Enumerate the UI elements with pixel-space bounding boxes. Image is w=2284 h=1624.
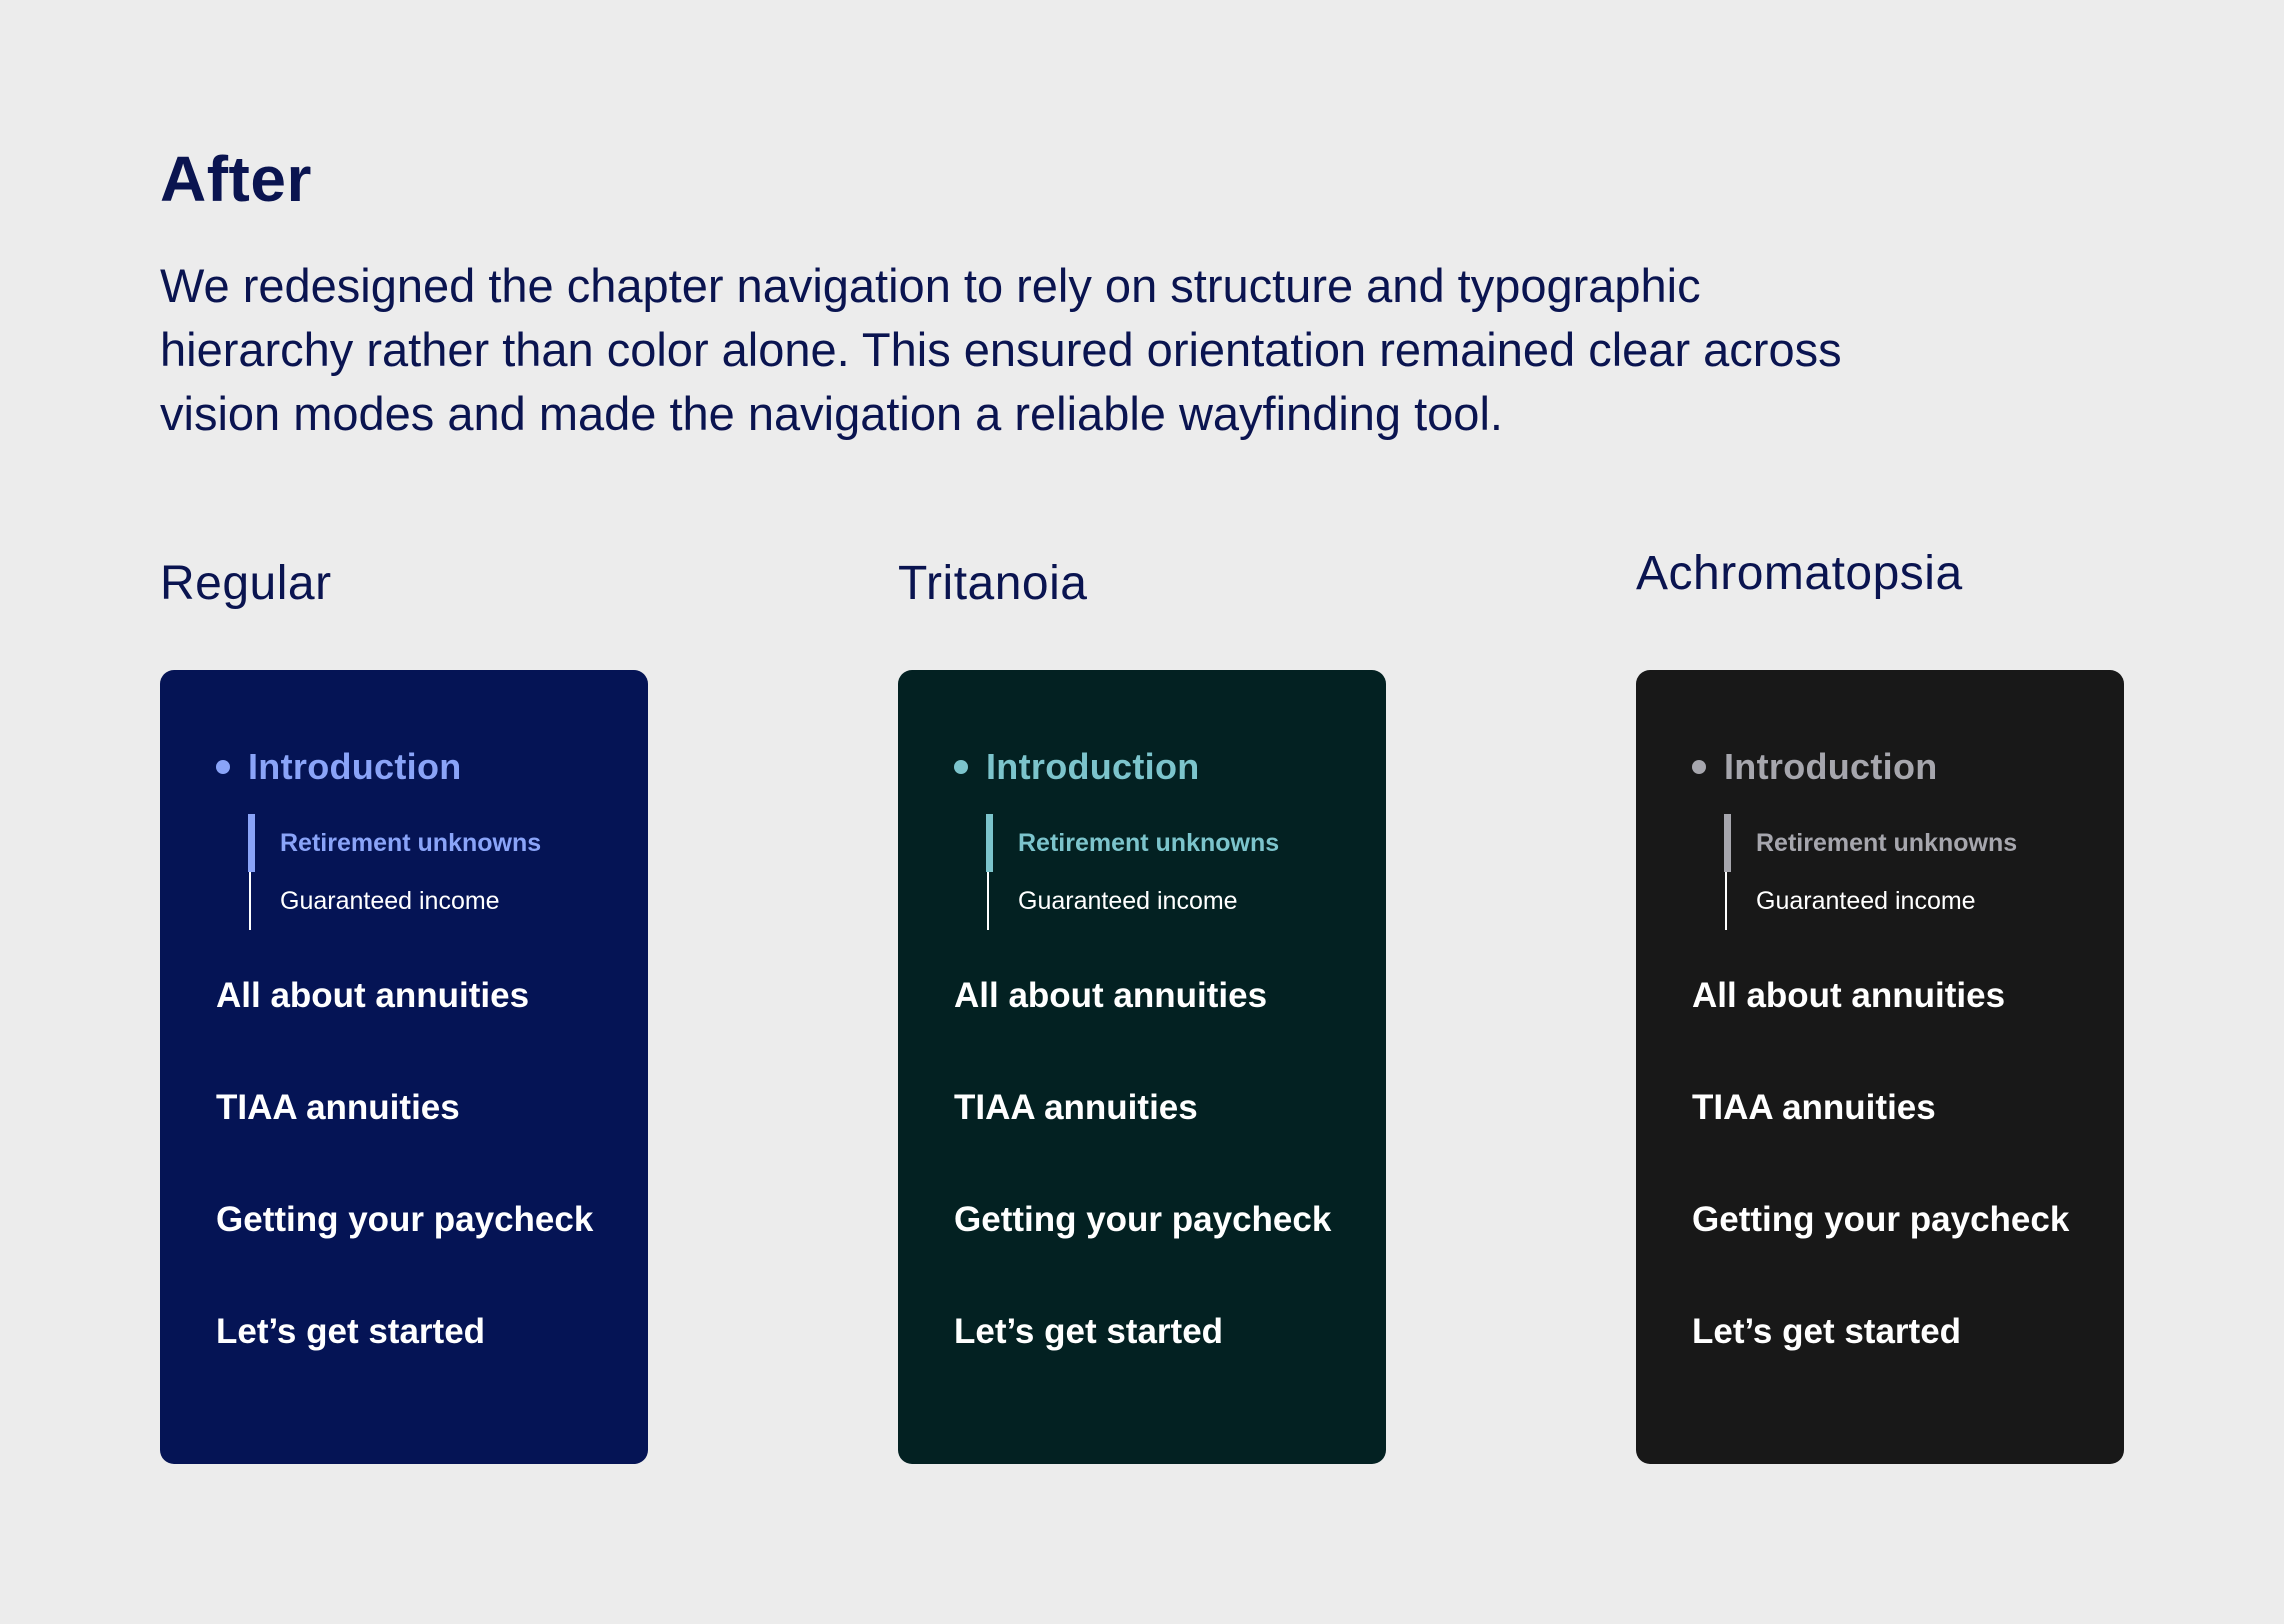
chapter-item[interactable]: TIAA annuities [1692,1088,1936,1127]
chapter-item[interactable]: All about annuities [216,976,530,1015]
chapter-list [1692,976,2069,1424]
mode-title-achromatopsia: Achromatopsia [1636,547,1963,600]
page-description: We redesigned the chapter navigation to rely on structure and typographic hierarchy rather than color alone. This ensured orientation remained clear across vision modes and made the navigation a reliable wayfinding tool. [160,259,1842,440]
chapter-item[interactable]: Let’s get started [1692,1312,1962,1351]
chapter-item[interactable]: All about annuities [1692,976,2006,1015]
current-chapter-label: Introduction [986,746,1200,787]
current-chapter[interactable] [954,742,1200,792]
section-indicator-line [1725,872,1727,930]
page-title: After [160,143,312,215]
section-indicator-line [249,872,251,930]
active-section-indicator [986,814,993,872]
current-chapter-dot-icon [954,760,968,774]
section-item-active[interactable] [986,814,1366,872]
chapter-item[interactable]: Getting your paycheck [1692,1200,2070,1239]
current-chapter[interactable] [1692,742,1938,792]
current-chapter[interactable] [216,742,462,792]
section-label: Guaranteed income [280,886,500,915]
chapter-item[interactable]: Getting your paycheck [954,1200,1332,1239]
chapter-item[interactable]: All about annuities [954,976,1268,1015]
chapter-item[interactable]: Let’s get started [954,1312,1224,1351]
active-section-indicator [1724,814,1731,872]
section-label: Guaranteed income [1018,886,1238,915]
current-chapter-dot-icon [216,760,230,774]
section-label: Retirement unknowns [1018,828,1280,857]
section-item-active[interactable] [1724,814,2104,872]
section-list [986,814,1366,930]
section-label: Retirement unknowns [280,828,542,857]
active-section-indicator [248,814,255,872]
mode-title-tritanoia: Tritanoia [898,557,1088,610]
case-study-page [160,0,2160,1624]
chapter-item[interactable]: TIAA annuities [954,1088,1198,1127]
section-item[interactable] [1724,872,2104,930]
chapter-item[interactable]: TIAA annuities [216,1088,460,1127]
chapter-item[interactable]: Getting your paycheck [216,1200,594,1239]
chapter-nav-panel-regular [160,670,648,1464]
section-item[interactable] [248,872,628,930]
section-list [248,814,628,930]
section-label: Guaranteed income [1756,886,1976,915]
chapter-nav-panel-achromatopsia [1636,670,2124,1464]
chapter-list [954,976,1331,1424]
current-chapter-label: Introduction [1724,746,1938,787]
section-item[interactable] [986,872,1366,930]
mode-title-regular: Regular [160,557,332,610]
chapter-list [216,976,593,1424]
section-item-active[interactable] [248,814,628,872]
chapter-item[interactable]: Let’s get started [216,1312,486,1351]
current-chapter-dot-icon [1692,760,1706,774]
section-list [1724,814,2104,930]
chapter-nav-panel-tritanoia [898,670,1386,1464]
current-chapter-label: Introduction [248,746,462,787]
section-indicator-line [987,872,989,930]
section-label: Retirement unknowns [1756,828,2018,857]
